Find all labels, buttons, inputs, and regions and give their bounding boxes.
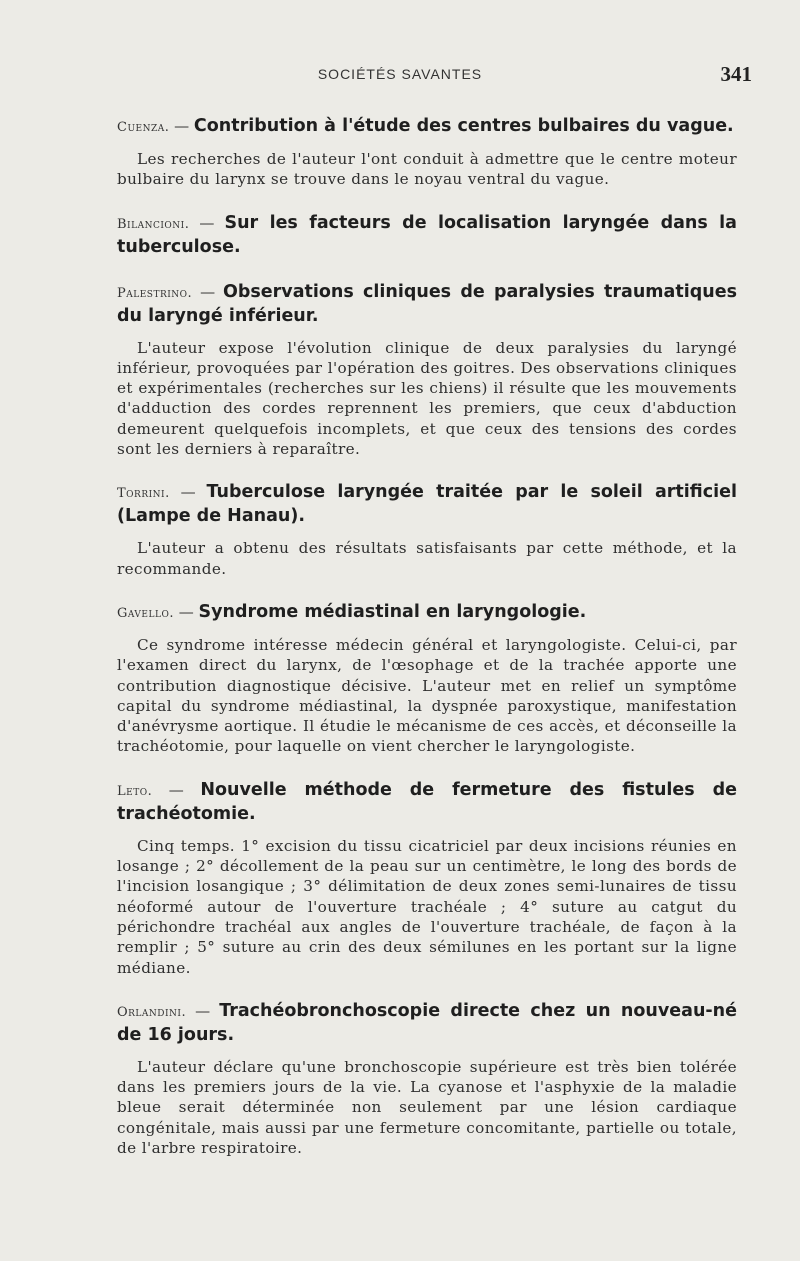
- page-number: 341: [720, 62, 752, 86]
- entry-title: Trachéobronchoscopie directe chez un nouveau-né de 16 jours.: [117, 1000, 737, 1045]
- abstract-entry: [117, 1000, 737, 1158]
- entry-heading: [117, 212, 737, 259]
- entry-title: Observations cliniques de paralysies traumatiques du laryngé inférieur.: [117, 281, 737, 326]
- entry-summary: L'auteur a obtenu des résultats satisfaisants par cette méthode, et la recommande.: [117, 539, 737, 578]
- abstract-entry: [117, 281, 737, 460]
- entry-dash: —: [186, 1001, 220, 1020]
- entry-author: Gavello.: [117, 605, 174, 621]
- entry-summary: Cinq temps. 1° excision du tissu cicatriciel par deux incisions réunies en losange ; 2° décollement de la peau sur un centimètre, le long des bords de l'incision losangique ; 3° délimitation de deux zones semi-lunaires de tissu néoformé autour de l'ouverture trachéale ; 4° suture au catgut du périchondre trachéal aux angles de l'ouverture trachéale, de façon à la remplir ; 5° suture au crin des deux sémilunes en les portant sur la ligne médiane.: [117, 836, 737, 977]
- entry-title: Sur les facteurs de localisation laryngée dans la tuberculose.: [117, 212, 737, 257]
- entry-heading: [117, 481, 737, 528]
- entry-heading: [117, 601, 737, 625]
- entry-title: Tuberculose laryngée traitée par le soleil artificiel (Lampe de Hanau).: [117, 482, 737, 527]
- entry-dash: —: [152, 780, 201, 799]
- abstract-entry: [117, 779, 737, 978]
- entry-summary: Les recherches de l'auteur l'ont conduit à admettre que le centre moteur bulbaire du larynx se trouve dans le noyau ventral du vague.: [117, 150, 737, 189]
- entry-dash: —: [169, 483, 207, 502]
- entry-heading: [117, 779, 737, 826]
- entry-dash: —: [189, 213, 225, 232]
- running-header: [0, 62, 800, 86]
- entry-author: Orlandini.: [117, 1004, 187, 1020]
- entry-dash: —: [169, 117, 194, 135]
- abstract-entry: [117, 601, 737, 757]
- entry-heading: [117, 1000, 737, 1047]
- entry-author: Palestrino.: [117, 285, 193, 301]
- entry-dash: —: [192, 282, 223, 301]
- abstract-entry: [117, 115, 737, 190]
- entry-title: Nouvelle méthode de fermeture des fistules de trachéotomie.: [117, 779, 738, 824]
- entry-dash: —: [173, 602, 199, 621]
- entry-summary: Ce syndrome intéresse médecin général et laryngologiste. Celui-ci, par l'examen direct du larynx, de l'œsophage et de la trachée apporte une contribution diagnostique décisive. L'auteur met en relief un symptôme capital du syndrome médiastinal, la dyspnée paroxystique, manifestation d'anévrysme aortique. Il étudie le mécanisme de ces accès, et déconseille la trachéotomie, pour laquelle on vient chercher le laryngologiste.: [117, 635, 737, 756]
- entry-heading: [117, 115, 737, 139]
- entry-author: Cuenza.: [117, 120, 170, 135]
- entry-author: Leto.: [117, 783, 153, 799]
- abstract-entry: [117, 212, 737, 259]
- entry-summary: L'auteur expose l'évolution clinique de deux paralysies du laryngé inférieur, provoquées par l'opération des goitres. Des observations cliniques et expérimentales (recherches sur les chiens) il résulte que les mouvements d'adduction des cordes reprennent les premiers, que ceux d'abduction demeurent quelquefois incomplets, et que ceux des tensions des cordes sont les derniers à reparaître.: [117, 338, 737, 459]
- article-list: [117, 115, 737, 1180]
- entry-author: Bilancioni.: [117, 216, 190, 232]
- entry-author: Torrini.: [117, 486, 170, 502]
- entry-summary: L'auteur déclare qu'une bronchoscopie supérieure est très bien tolérée dans les premiers jours de la vie. La cyanose et l'asphyxie de la maladie bleue serait déterminée non seulement par une lésion cardiaque congénitale, mais aussi par une fermeture concomitante, partielle ou totale, de l'arbre respiratoire.: [117, 1057, 737, 1158]
- entry-title: Syndrome médiastinal en laryngologie.: [198, 601, 587, 622]
- abstract-entry: [117, 481, 737, 579]
- entry-title: Contribution à l'étude des centres bulbaires du vague.: [193, 116, 734, 136]
- entry-heading: [117, 281, 737, 328]
- running-title: SOCIÉTÉS SAVANTES: [317, 66, 483, 82]
